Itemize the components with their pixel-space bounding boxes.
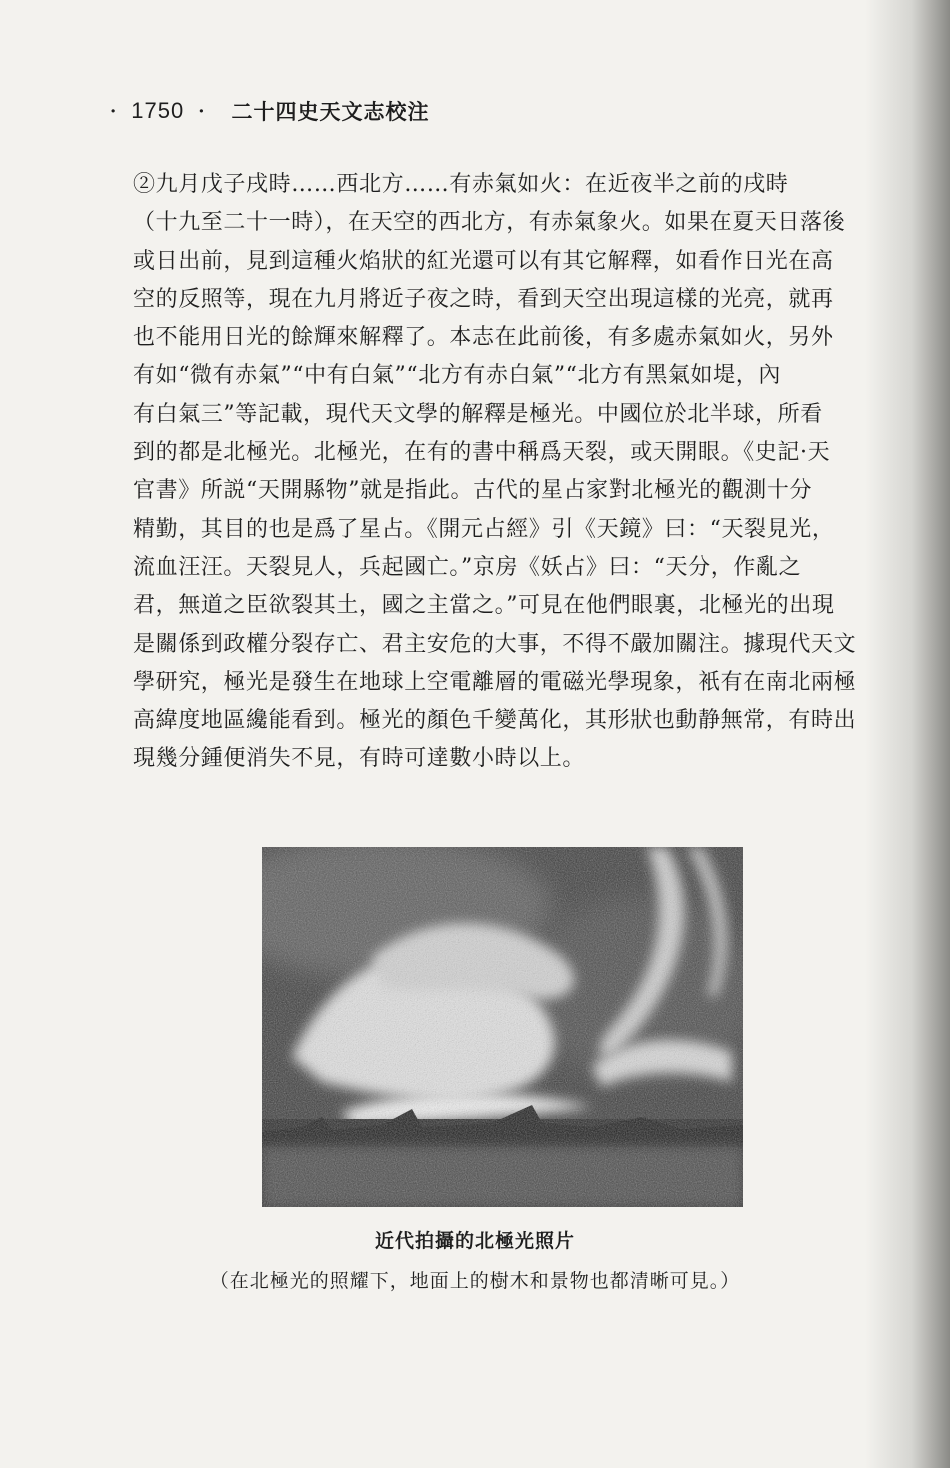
text-line: 或日出前，見到這種火焰狀的紅光還可以有其它解釋，如看作日光在高 [133, 248, 834, 274]
text-line: 到的都是北極光。北極光，在有的書中稱爲天裂，或天開眼。《史記·天 [133, 440, 831, 466]
text-line: 也不能用日光的餘輝來解釋了。本志在此前後，有多處赤氣如火，另外 [133, 325, 834, 351]
text-line: ②九月戊子戌時……西北方……有赤氣如火：在近夜半之前的戌時 [133, 172, 789, 197]
text-line: 有白氣三”等記載，現代天文學的解釋是極光。中國位於北半球，所看 [133, 401, 823, 427]
text-line: 君，無道之臣欲裂其土，國之主當之。”可見在他們眼裏，北極光的出現 [133, 593, 835, 619]
figure-caption-title: 近代拍攝的北極光照片 [374, 1230, 575, 1252]
text-line: 高緯度地區纔能看到。極光的顏色千變萬化，其形狀也動静無常，有時出 [133, 708, 857, 734]
figure-caption-note: （在北極光的照耀下，地面上的樹木和景物也都清晰可見。） [209, 1270, 741, 1292]
annotation-paragraph [133, 166, 871, 779]
text-line: （十九至二十一時），在天空的西北方，有赤氣象火。如果在夏天日落後 [133, 210, 846, 236]
book-title: 二十四史天文志校注 [231, 99, 430, 124]
aurora-photo-drawing [262, 847, 743, 1207]
header-dot-right: · [198, 100, 206, 122]
text-line: 有如“微有赤氣”“中有白氣”“北方有赤白氣”“北方有黑氣如堤，內 [133, 363, 781, 389]
text-line: 是關係到政權分裂存亡、君主安危的大事，不得不嚴加關注。據現代天文 [133, 631, 857, 657]
page-number: 1750 [131, 98, 185, 123]
aurora-photo [262, 847, 743, 1207]
text-line: 流血汪汪。天裂見人，兵起國亡。”京房《妖占》曰：“天分，作亂之 [133, 554, 802, 580]
text-line: 官書》所説“天開縣物”就是指此。古代的星占家對北極光的觀測十分 [133, 478, 813, 504]
text-line: 現幾分鍾便消失不見，有時可達數小時以上。 [133, 746, 586, 772]
text-line: 學研究，極光是發生在地球上空電離層的電磁光學現象，衹有在南北兩極 [133, 669, 857, 695]
text-line: 精勤，其目的也是爲了星占。《開元占經》引《天鏡》曰：“天裂見光， [133, 516, 835, 542]
header-dot-left: · [110, 100, 118, 122]
text-line: 空的反照等，現在九月將近子夜之時，看到天空出現這樣的光亮，就再 [133, 286, 834, 312]
running-header [110, 96, 430, 126]
